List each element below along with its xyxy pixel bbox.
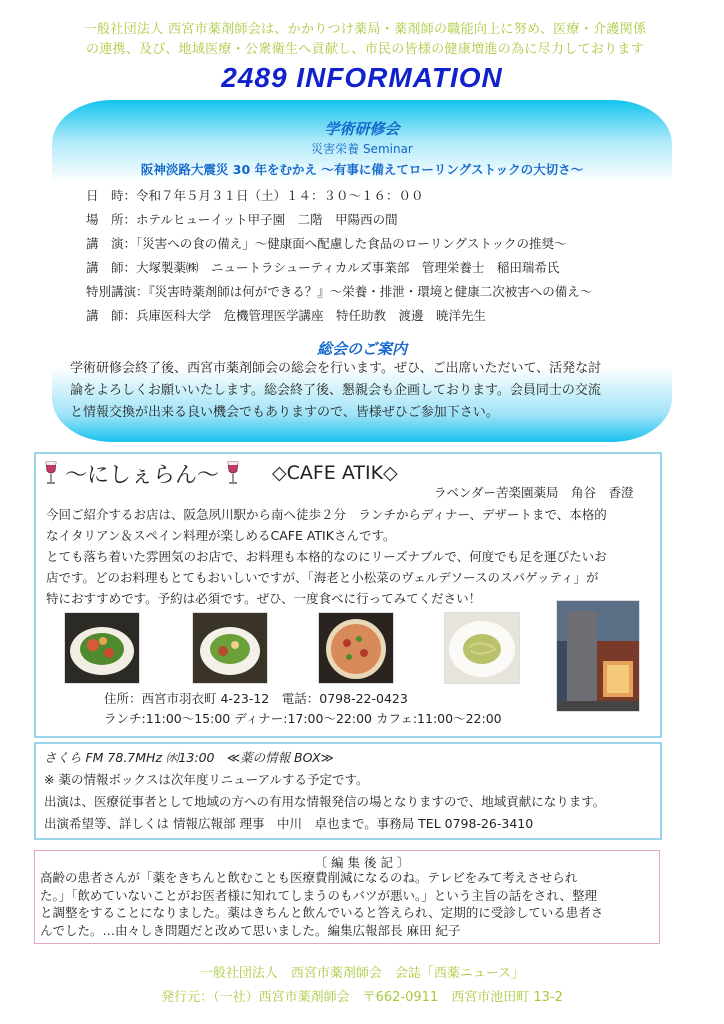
seminar-special-lecture: 特別講演：『災害時薬剤師は何ができる？』～栄養・排泄・環境と健康二次被害への備え～ [86,284,593,299]
cafe-text-line: 特におすすめです。予約は必須です。ぜひ、一度食べに行ってみてください！ [46,591,482,606]
radio-notice: ※ 薬の情報ボックスは次年度リニューアルする予定です。 [44,772,369,787]
radio-contact: 出演希望等、詳しくは 情報広報部 理事 中川 卓也まで。事務局 TEL 0798-26-3410 [44,816,534,831]
cafe-section-title: ～にしぇらん～ [65,463,220,488]
cafe-exterior-photo [556,600,640,712]
general-meeting-line: と情報交換が出来る良い機会でもありますので、皆様ぜひご参加下さい。 [70,405,499,420]
intro-text [40,20,690,60]
general-meeting-line: 論をよろしくお願いいたします。総会終了後、懇親会も企画しております。会員同士の交流 [70,383,601,398]
seminar-title: 学術研修会 [324,120,400,138]
footer-publisher: 発行元：（一社）西宮市薬剤師会 〒662-0911 西宮市池田町 13-2 [161,990,563,1005]
seminar-subtitle: 災害栄養 Seminar [311,142,413,156]
radio-description: 出演は、医療従事者として地域の方への有用な情報発信の場となりますので、地域貢献になります。 [44,794,606,809]
cafe-name: ◇CAFE ATIK◇ [272,462,398,484]
cafe-text-line: とても落ち着いた雰囲気のお店で、お料理も本格的なのにリーズナブルで、何度でも足を運びたいお [46,549,607,564]
editor-note-line: 高齢の患者さんが「薬をきちんと飲むことも医療費削減になるのね。テレビをみて考えさせられ [40,870,578,885]
food-photo-salad [64,612,140,684]
cafe-text-line: なイタリアン＆スペイン料理が楽しめるCAFE ATIKさんです。 [46,528,396,543]
footer-publication: 一般社団法人 西宮市薬剤師会 会誌「西薬ニュース」 [199,966,525,981]
seminar-theme: 阪神淡路大震災 30 年をむかえ ～有事に備えてローリングストックの大切さ～ [140,162,584,177]
cafe-hours: ランチ:11:00～15:00 ディナー:17:00～22:00 カフェ:11:00～22:00 [104,711,502,726]
seminar-date: 日 時：令和７年５月３１日（土）１４：３０～１６：００ [86,188,424,203]
seminar-lecture: 講 演：「災害への食の備え」～健康面へ配慮した食品のローリングストックの推奨～ [86,236,567,251]
food-photo-pizza [318,612,394,684]
cafe-author: ラベンダー苦楽園薬局 角谷 香澄 [434,485,634,500]
seminar-special-lecturer: 講 師：兵庫医科大学 危機管理医学講座 特任助教 渡邊 暁洋先生 [86,308,487,323]
wine-glass-icon [226,461,240,485]
editor-note-line: た。」「飲めていないことがお医者様に知れてしまうのもバツが悪い。」という主旨の話をされ、整理 [40,887,598,903]
food-photo-greens [192,612,268,684]
general-meeting-text [70,358,670,424]
cafe-address: 住所：西宮市羽衣町 4-23-12 電話：0798-22-0423 [104,691,408,706]
food-photo-pasta [444,612,520,684]
wine-glass-icon [44,461,58,485]
intro-line-2: の連携、及び、地域医療・公衆衛生へ貢献し、市民の皆様の健康増進の為に尽力しております [85,42,645,57]
intro-line-1: 一般社団法人 西宮市薬剤師会は、かかりつけ薬局・薬剤師の職能向上に努め、医療・介護関係 [83,22,647,37]
radio-program: さくら FM 78.7MHz ㈬13:00 ≪薬の情報 BOX≫ [44,750,334,765]
cafe-text-line: 店です。どのお料理もとてもおいしいですが、「海老と小松菜のヴェルデソースのスパゲッティ」が [46,570,599,585]
cafe-text-line: 今回ご紹介するお店は、阪急夙川駅から南へ徒歩２分 ランチからディナー、デザートまで、本格的 [46,507,607,522]
editor-note-line: と調整をすることになりました。薬はきちんと飲んでいると答えられ、定期的に受診している患者さ [40,905,604,920]
cafe-description [46,504,656,609]
page-title: 2489 INFORMATION [221,62,503,93]
editor-note-text [40,869,656,939]
cafe-section-title-group [44,458,240,489]
general-meeting-line: 学術研修会終了後、西宮市薬剤師会の総会を行います。ぜひ、ご出席いただいて、活発な討 [70,361,602,376]
editor-note-line: んでした。…由々しき問題だと改めて思いました。編集広報部長 麻田 紀子 [40,922,461,938]
seminar-venue: 場 所：ホテルヒューイット甲子園 二階 甲陽西の間 [86,212,398,227]
seminar-lecturer: 講 師：大塚製薬㈱ ニュートラシューティカルズ事業部 管理栄養士 稲田瑞希氏 [86,260,560,275]
general-meeting-title: 総会のご案内 [316,340,407,358]
editor-note-heading: 〔 編 集 後 記 〕 [314,855,410,870]
